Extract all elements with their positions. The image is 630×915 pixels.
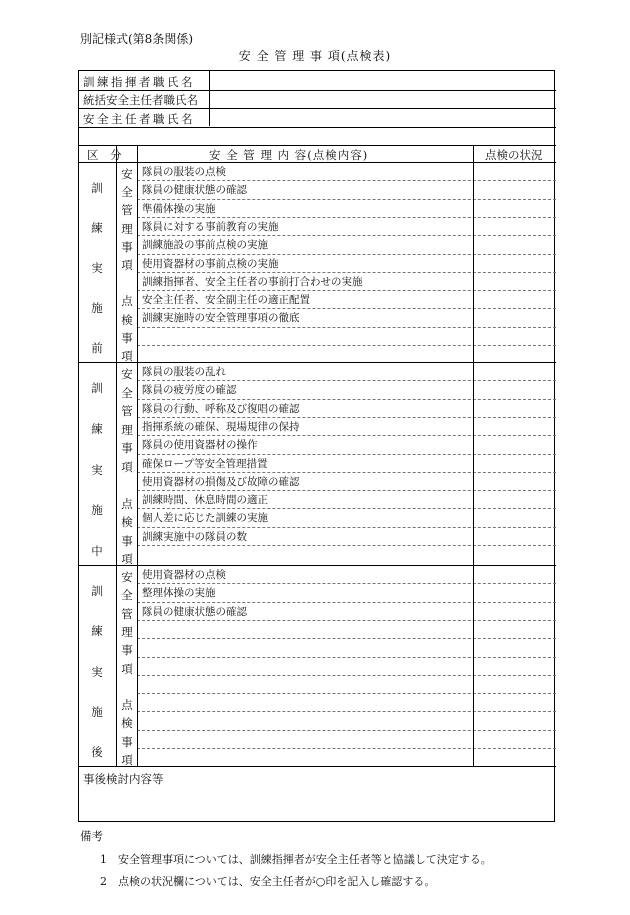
status-cell[interactable]: [475, 255, 553, 271]
side-label-char: 項: [121, 552, 133, 566]
phase-char: 施: [91, 503, 103, 518]
phase-char: 練: [91, 421, 103, 436]
side-label-char: 全: [121, 185, 133, 200]
side-label-char: 事: [121, 239, 133, 254]
check-item: 隊員に対する事前教育の実施: [142, 220, 279, 233]
status-cell[interactable]: [475, 163, 553, 179]
check-item: 隊員の健康状態の確認: [142, 184, 247, 197]
header-top: [79, 145, 556, 146]
status-cell[interactable]: [475, 694, 553, 710]
review-field[interactable]: [83, 789, 551, 819]
side-label-char: 全: [121, 588, 133, 603]
side-label-char: 安: [121, 570, 133, 584]
status-cell[interactable]: [475, 418, 553, 434]
phase-char: 訓: [91, 381, 103, 395]
check-item: 使用資器材の点検: [142, 569, 226, 581]
status-cell[interactable]: [475, 309, 553, 325]
phase-col-divider: [116, 145, 117, 766]
side-label-char: 安: [121, 167, 133, 181]
side-label-char: 事: [121, 330, 133, 345]
side-label-char: 事: [121, 441, 133, 455]
check-item: 訓練施設の事前点検の実施: [142, 239, 268, 252]
phase-char: 実: [91, 261, 103, 275]
side-label-char: 理: [121, 422, 133, 437]
check-item: 隊員の疲労度の確認: [142, 384, 237, 397]
check-item: 隊員の服装の点検: [142, 166, 226, 178]
remark-note-number: 1: [100, 853, 107, 866]
document-title: 安 全 管 理 事 項(点検表): [238, 49, 392, 63]
phase-char: 後: [91, 745, 103, 759]
phase-char: 施: [91, 704, 103, 719]
status-cell[interactable]: [475, 346, 553, 362]
status-cell[interactable]: [475, 181, 553, 197]
check-item: 隊員の健康状態の確認: [142, 605, 247, 618]
phase-char: 実: [91, 462, 103, 477]
side-label-char: 検: [121, 515, 133, 529]
side-label-char: 点: [121, 294, 133, 309]
side-label-char: 全: [121, 385, 133, 400]
phase-char: 施: [91, 301, 103, 315]
remark-note-2: [100, 873, 435, 889]
side-label-char: 事: [121, 643, 133, 658]
status-cell[interactable]: [475, 584, 553, 600]
check-item: 整理体操の実施: [142, 587, 216, 600]
status-cell[interactable]: [475, 639, 553, 655]
check-item: 指揮系統の確保、現場規律の保持: [142, 420, 300, 433]
status-cell[interactable]: [475, 400, 553, 416]
phase-char: 訓: [91, 181, 103, 195]
info-label-divider: [209, 71, 210, 126]
status-cell[interactable]: [475, 676, 553, 692]
inspection-sheet: [78, 70, 555, 822]
side-label-char: 項: [121, 661, 133, 676]
side-label-char: 検: [121, 312, 133, 327]
phase-char: 練: [91, 221, 103, 235]
side-label-char: 点: [121, 496, 133, 511]
side-label-char: 理: [121, 221, 133, 236]
info-row-field[interactable]: [213, 109, 553, 125]
check-item: 確保ロープ等安全管理措置: [142, 457, 268, 470]
check-item: 訓練実施時の安全管理事項の徹底: [142, 312, 300, 325]
status-cell[interactable]: [475, 658, 553, 674]
status-cell[interactable]: [475, 546, 553, 562]
check-item: 使用資器材の事前点検の実施: [142, 257, 279, 270]
label-col-divider: [137, 145, 138, 766]
info-row-field[interactable]: [213, 72, 553, 88]
check-item: 訓練指揮者、安全主任者の事前打合わせの実施: [142, 275, 363, 288]
status-col-divider: [473, 145, 474, 766]
status-cell[interactable]: [475, 218, 553, 234]
side-label-char: 事: [121, 533, 133, 548]
check-item: 使用資器材の損傷及び故障の確認: [142, 475, 300, 488]
info-row-label: 安全主任者職氏名: [83, 111, 195, 126]
check-item: 訓練時間、休息時間の適正: [142, 494, 268, 507]
status-cell[interactable]: [475, 455, 553, 471]
side-label-char: 点: [121, 698, 133, 713]
phase-char: 練: [91, 624, 103, 639]
side-label-char: 管: [121, 203, 133, 218]
status-cell[interactable]: [475, 749, 553, 765]
check-item: 準備体操の実施: [142, 202, 216, 215]
phase-char: 実: [91, 664, 103, 679]
row-divider: [79, 127, 556, 128]
status-header: 点検の状況: [485, 148, 543, 162]
phase-char: 前: [91, 341, 103, 355]
status-cell[interactable]: [475, 621, 553, 637]
side-label-char: 項: [121, 459, 133, 474]
status-cell[interactable]: [475, 236, 553, 252]
side-label-char: 管: [121, 404, 133, 418]
phase-char: 中: [91, 544, 103, 558]
section-divider: [79, 766, 556, 767]
status-cell[interactable]: [475, 328, 553, 344]
info-row-label: 訓練指揮者職氏名: [83, 74, 195, 89]
status-cell[interactable]: [475, 473, 553, 489]
form-label: 別記様式(第8条関係): [80, 32, 193, 46]
status-cell[interactable]: [475, 712, 553, 728]
side-label-char: 安: [121, 367, 133, 381]
status-cell[interactable]: [475, 436, 553, 452]
remark-note-1: [100, 851, 492, 867]
side-label-char: 検: [121, 716, 133, 731]
status-cell[interactable]: [475, 603, 553, 619]
info-row-label: 統括安全主任者職氏名: [83, 93, 198, 107]
division-header: 区 分: [87, 148, 122, 162]
status-cell[interactable]: [475, 509, 553, 525]
info-row-field[interactable]: [213, 91, 553, 107]
check-item: 安全主任者、安全副主任の適正配置: [142, 294, 310, 307]
status-cell[interactable]: [475, 491, 553, 507]
status-cell[interactable]: [475, 273, 553, 289]
side-label-char: 項: [121, 753, 133, 767]
remarks-heading: 備考: [80, 829, 103, 843]
status-cell[interactable]: [475, 528, 553, 544]
check-item: 隊員の服装の乱れ: [142, 366, 226, 378]
status-cell[interactable]: [475, 200, 553, 216]
status-cell[interactable]: [475, 731, 553, 747]
status-cell[interactable]: [475, 381, 553, 397]
check-item: 隊員の行動、呼称及び復唱の確認: [142, 402, 300, 415]
check-item: 訓練実施中の隊員の数: [142, 530, 247, 543]
status-cell[interactable]: [475, 566, 553, 582]
review-label: 事後検討内容等: [83, 772, 164, 786]
check-item: 隊員の使用資器材の操作: [142, 439, 258, 452]
content-header: 安 全 管 理 内 容(点検内容): [209, 148, 369, 162]
remark-note-text: 点検の状況欄については、安全主任者が○印を記入し確認する。: [118, 875, 436, 888]
status-cell[interactable]: [475, 291, 553, 307]
side-label-char: 理: [121, 624, 133, 639]
check-item: 個人差に応じた訓練の実施: [142, 512, 268, 525]
remark-note-number: 2: [100, 875, 107, 888]
side-label-char: 項: [121, 258, 133, 272]
side-label-char: 管: [121, 606, 133, 621]
remark-note-text: 安全管理事項については、訓練指揮者が安全主任者等と協議して決定する。: [118, 853, 492, 866]
side-label-char: 項: [121, 349, 133, 363]
side-label-char: 事: [121, 734, 133, 749]
phase-char: 訓: [91, 584, 103, 598]
status-cell[interactable]: [475, 363, 553, 379]
